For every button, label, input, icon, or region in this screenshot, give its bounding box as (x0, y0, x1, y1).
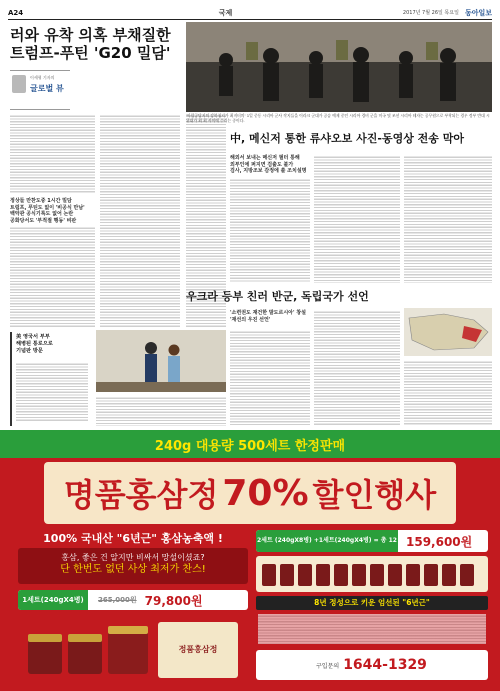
ad-title-pre: 명품홍삼정 (63, 476, 219, 514)
author-box (10, 70, 70, 110)
newspaper-brand: 동아일보 (464, 8, 492, 17)
ad-product-name: 정품홍삼정 (178, 645, 218, 654)
lower-headline: 우크라 등부 친러 반군, 독립국가 선언 (186, 290, 369, 303)
column-subhead: 정상들 만찬도중 1시간 밀담 트럼프, 푸틴도 없이 '비공식 만남' 백악관 공식기록도 없어 논란 공화당서도 '부적절 행동' 비판 (10, 198, 85, 224)
ad-phone-number[interactable]: 1644-1329 (343, 657, 427, 673)
ad-offer-1-old-price: 265,000원 (98, 596, 137, 604)
column-body-2 (10, 226, 95, 328)
column-headline: 러와 유착 의혹 부채질한 트럼프-푸틴 'G20 밀담' (10, 26, 171, 62)
mid-body-2 (314, 155, 400, 283)
jar-row-illustration (256, 556, 488, 592)
issue-date: 2017년 7월 26일 목요일 (402, 10, 459, 16)
ad-banner (44, 462, 456, 524)
ad-top-text: 240g 대용량 500세트 한정판매 (154, 438, 346, 454)
ad-fineprint (258, 614, 486, 644)
inset-box (10, 332, 90, 426)
ad-offer-1[interactable] (18, 590, 248, 610)
lower-subhead: '소련권도 재건한 말도르시아' 창설 '재선의 우진 선언' (230, 310, 306, 323)
author-box-title: 글로벌 뷰 (30, 84, 64, 93)
inset-box-title: 美 영국서 부부 해병된 통로으로 기념판 방문 (16, 334, 53, 354)
fighters-photo-illustration (186, 22, 492, 112)
mid-headline: 中, 메신저 통한 류샤오보 사진-동영상 전송 막아 (230, 132, 464, 145)
ad-phone-box[interactable] (256, 650, 488, 680)
ad-phone-label: 구입문의 (316, 662, 340, 670)
ad-offer-2[interactable] (256, 530, 488, 552)
lower-body-1 (230, 330, 310, 426)
lower-body-2 (314, 310, 400, 426)
couple-photo-illustration (96, 330, 226, 392)
section-title: 국제 (218, 8, 233, 17)
ad-product-image (18, 616, 248, 686)
inset-box-body (16, 362, 88, 422)
page-number: A24 (8, 8, 24, 17)
page-header (8, 6, 492, 20)
author-avatar (12, 75, 26, 93)
inset-photo (96, 330, 226, 392)
ad-offer-2-price: 159,600원 (406, 534, 473, 549)
column-body-3 (100, 114, 180, 328)
ad-percent: 70% (222, 472, 309, 514)
ad-message-box (18, 548, 248, 584)
ad-jar-row (256, 556, 488, 592)
mid-subhead: 해외서 보내는 메신저 필터 통해 외부인에 퍼지면 검출도 불가 검사, 지방조보 감정에 쏠 조치설명 (230, 155, 307, 174)
ad-feature: 8년 정성으로 키운 엄선된 "6년근" (256, 596, 488, 610)
mid-body-1 (230, 178, 310, 283)
column-body-1 (10, 114, 95, 194)
main-photo (186, 22, 492, 112)
lower-body-3 (404, 360, 492, 426)
ad-offer-1-price: 79,800원 (144, 593, 203, 608)
ad-top-strip (0, 430, 500, 458)
ad-tagline: 100% 국내산 "6년근" 홍삼농축액 ! (43, 532, 223, 545)
ad-title-post: 할인행사 (312, 476, 437, 514)
ukraine-map (404, 308, 492, 356)
mid-body-3 (404, 155, 492, 283)
map-illustration (404, 308, 492, 356)
photo-caption: '아랍공당지의 강북청지가 최지터의' 1일 중동 시리아 군사 작지들을 이라크 군대가 공습 예제 중인 시리아 경비 군을 미국 및 조선 시리아 테자는 공무원으로 부착되는 경우 정부 반대 시위대가 최 최 사이에 수리는 중이다. (186, 113, 490, 123)
inset-caption (96, 396, 226, 426)
ad-offer-1-label: 1세트(240gX4병) (18, 590, 88, 610)
ad-line-2: 단 한번도 없던 사상 최저가 찬스! (60, 564, 206, 575)
advertisement[interactable] (0, 430, 500, 691)
ad-offer-2-label: 2세트 (240gX8병) +1세트(240gX4병) = 총 12 (256, 530, 398, 552)
ad-line-1: 홍삼, 좋은 건 알지만 비싸서 망설이셨죠? (61, 553, 205, 562)
author-byline: 이세형 기자의 (30, 75, 55, 80)
